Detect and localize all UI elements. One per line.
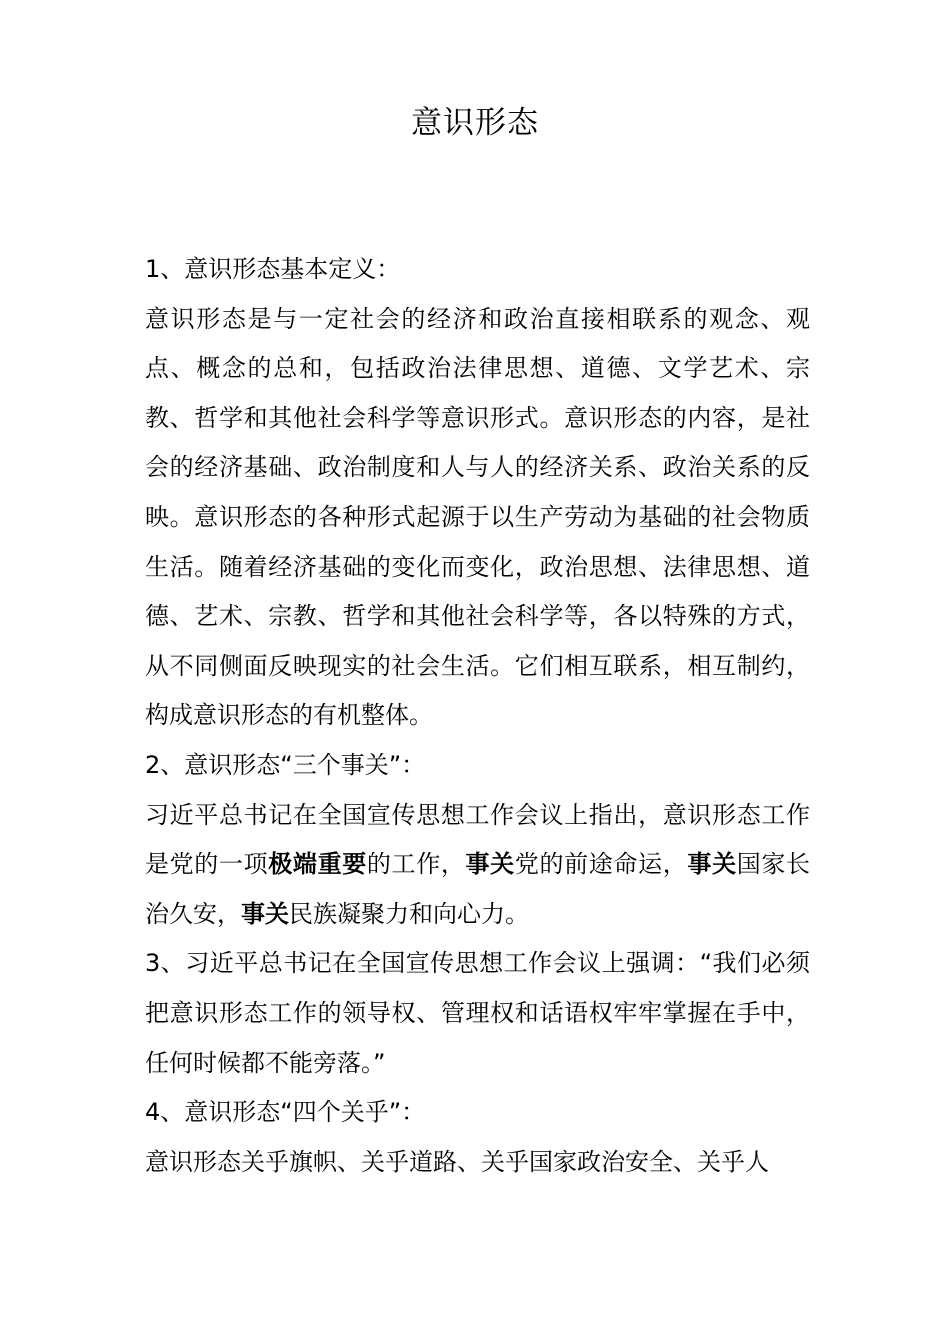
section-2-emphasis: 事关	[465, 850, 515, 879]
section-4-heading: 4、意识形态“四个关乎”：	[145, 1098, 426, 1127]
section-1-heading: 1、意识形态基本定义：	[145, 255, 401, 283]
section-2-body-part: 民族凝聚力和向心力。	[289, 899, 529, 928]
section-2-body-part: 国家长治久安，	[145, 850, 811, 928]
section-2-body-part: 党的前途命运，	[514, 850, 688, 879]
section-2-emphasis: 事关	[687, 850, 737, 879]
section-1-body: 意识形态是与一定社会的经济和政治直接相联系的观念、观点、概念的总和，包括政治法律思想、道德、文学艺术、宗教、哲学和其他社会科学等意识形式。意识形态的内容，是社会的经济基础、政治制度和人与人的经济关系、政治关系的反映。意识形态的各种形式起源于以生产劳动为基础的社会物质生活。随着经济基础的变化而变化，政治思想、法律思想、道德、艺术、宗教、哲学和其他社会科学等，各以特殊的方式，从不同侧面反映现实的社会生活。它们相互联系，相互制约，构成意识形态的有机整体。	[145, 304, 810, 730]
section-2-emphasis: 极端重要	[268, 850, 367, 879]
section-2-body-part: 的工作，	[366, 850, 466, 879]
section-2-heading: 2、意识形态“三个事关”：	[145, 750, 426, 779]
section-2-body	[145, 791, 810, 940]
section-2-emphasis: 事关	[241, 899, 289, 928]
section-3-heading: 3、习近平总书记在全国宣传思想工作会议上强调：“我们必须把意识形态工作的领导权、管理权和话语权牢牢掌握在手中，任何时候都不能旁落。”	[145, 949, 810, 1077]
section-2-body-part: 习近平总书记在全国宣传思想工作会议上指出，意识形态工作是党的一项	[145, 800, 810, 879]
section-4-body: 意识形态关乎旗帜、关乎道路、关乎国家政治安全、关乎人	[145, 1147, 769, 1176]
document-title: 意识形态	[411, 105, 539, 141]
document-body	[145, 245, 810, 1187]
